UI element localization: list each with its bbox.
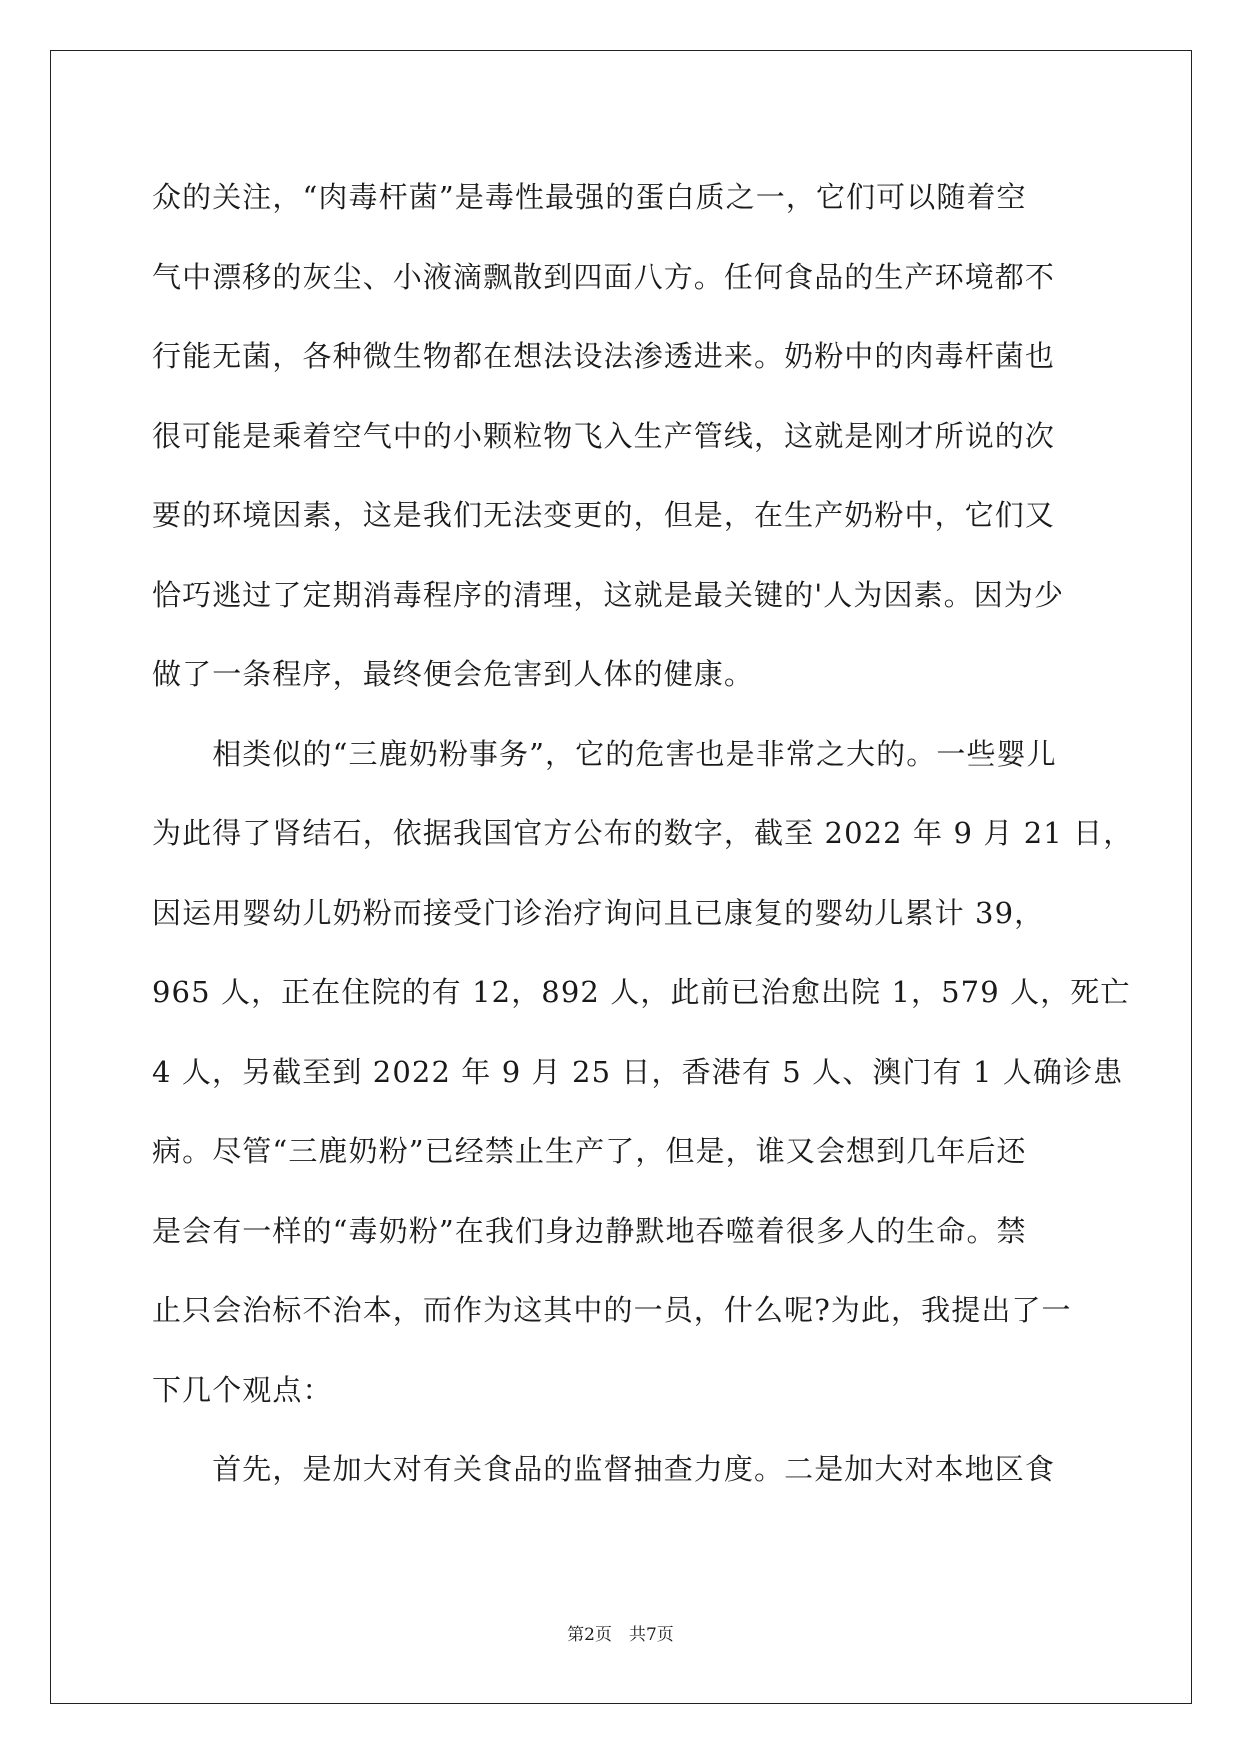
text-line: 很可能是乘着空气中的小颗粒物飞入生产管线，这就是刚才所说的次 <box>152 418 1056 453</box>
text-line: 为此得了肾结石，依据我国官方公布的数字，截至 2022 年 9 月 21 日， <box>152 816 1134 850</box>
text-line: 做了一条程序，最终便会危害到人体的健康。 <box>152 657 755 691</box>
text-line: 病。尽管“三鹿奶粉”已经禁止生产了，但是，谁又会想到几年后还 <box>152 1134 1027 1168</box>
text-line: 相类似的“三鹿奶粉事务”，它的危害也是非常之大的。一些婴儿 <box>152 736 1057 771</box>
text-line: 行能无菌，各种微生物都在想法设法渗透进来。奶粉中的肉毒杆菌也 <box>152 339 1056 373</box>
page-number-footer: 第2页 共7页 <box>567 1625 674 1645</box>
document-body <box>152 158 1134 1510</box>
text-line: 众的关注，“肉毒杆菌”是毒性最强的蛋白质之一，它们可以随着空 <box>152 180 1027 214</box>
text-line: 气中漂移的灰尘、小液滴飘散到四面八方。任何食品的生产环境都不 <box>152 259 1056 294</box>
text-line: 因运用婴幼儿奶粉而接受门诊治疗询问且已康复的婴幼儿累计 39， <box>152 895 1045 930</box>
text-line: 965 人，正在住院的有 12，892 人，此前已治愈出院 1，579 人，死亡 <box>152 975 1131 1009</box>
text-line: 要的环境因素，这是我们无法变更的，但是，在生产奶粉中，它们又 <box>152 498 1056 532</box>
text-line: 是会有一样的“毒奶粉”在我们身边静默地吞噬着很多人的生命。禁 <box>152 1213 1027 1248</box>
text-line: 恰巧逃过了定期消毒程序的清理，这就是最关键的'人为因素。因为少 <box>152 577 1065 612</box>
text-line: 止只会治标不治本，而作为这其中的一员，什么呢?为此，我提出了一 <box>152 1293 1072 1327</box>
text-line: 4 人，另截至到 2022 年 9 月 25 日，香港有 5 人、澳门有 1 人确诊患 <box>152 1054 1124 1089</box>
text-line: 下几个观点： <box>152 1372 333 1407</box>
text-line: 首先，是加大对有关食品的监督抽查力度。二是加大对本地区食 <box>152 1452 1056 1486</box>
